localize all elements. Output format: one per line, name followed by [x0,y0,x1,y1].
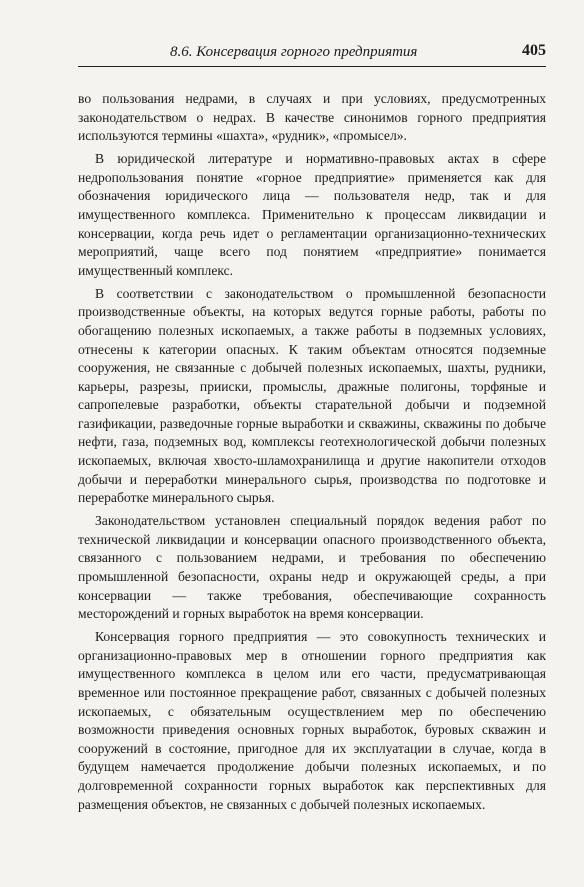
body-text [78,90,546,814]
paragraph: Консервация горного предприятия — это совокупность технических и организационно-правовых мер в отношении горного предприятия как имущественного комплекса в целом или его части, предусматривающая временное или постоянное прекращение работ, связанных с добычей полезных ископаемых, с обязательным осуществлением мер по обеспечению возможности приведения основных горных выработок, буровых скважин и сооружений в состояние, пригодное для их эксплуатации в случае, когда в будущем намечается продолжение добычи полезных ископаемых, и по долговременной сохранности горных выработок как перспективных для размещения объектов, не связанных с добычей полезных ископаемых. [78,629,546,812]
page-header [78,42,546,67]
running-title: 8.6. Консервация горного предприятия [170,44,418,60]
page-number: 405 [522,42,546,59]
paragraph: Законодательством установлен специальный порядок ведения работ по технической ликвидации и консервации опасного производственного объекта, связанного с пользованием недрами, и требования по обеспечению промышленной безопасности, охраны недр и окружающей среды, а при консервации — также требования, обеспечивающие сохранность месторождений и горных выработок на время консервации. [78,513,546,622]
paragraph: В соответствии с законодательством о промышленной безопасности производственные объекты, на которых ведутся горные работы, работы по обогащению полезных ископаемых, а также работы в подземных условиях, отнесены к категории опасных. К таким объектам относятся подземные сооружения, не связанные с добычей полезных ископаемых, шахты, рудники, карьеры, разрезы, прииски, промыслы, дражные полигоны, торфяные и сапропелевые разработки, объекты старательной добычи и подземной газификации, разведочные горные выработки и скважины, скважины по добыче нефти, газа, подземных вод, комплексы геотехнологической добычи полезных ископаемых, включая хвосто-шламохранилища и другие накопители отходов добычи и переработки минерального сырья, производства по подготовке и переработке минерального сырья. [78,285,546,506]
paragraph: В юридической литературе и нормативно-правовых актах в сфере недропользования понятие «горное предприятие» применяется как для обозначения юридического лица — пользователя недр, так и для имущественного комплекса. Применительно к процессам ликвидации и консервации, когда речь идет о регламентации организационно-технических мероприятий, чаще всего под понятием «предприятие» понимается имущественный комплекс. [78,151,546,278]
paragraph-continuation: во пользования недрами, в случаях и при условиях, предусмотренных законодательством о недрах. В качестве синонимов горного предприятия используются термины «шахта», «рудник», «промысел». [78,91,546,144]
